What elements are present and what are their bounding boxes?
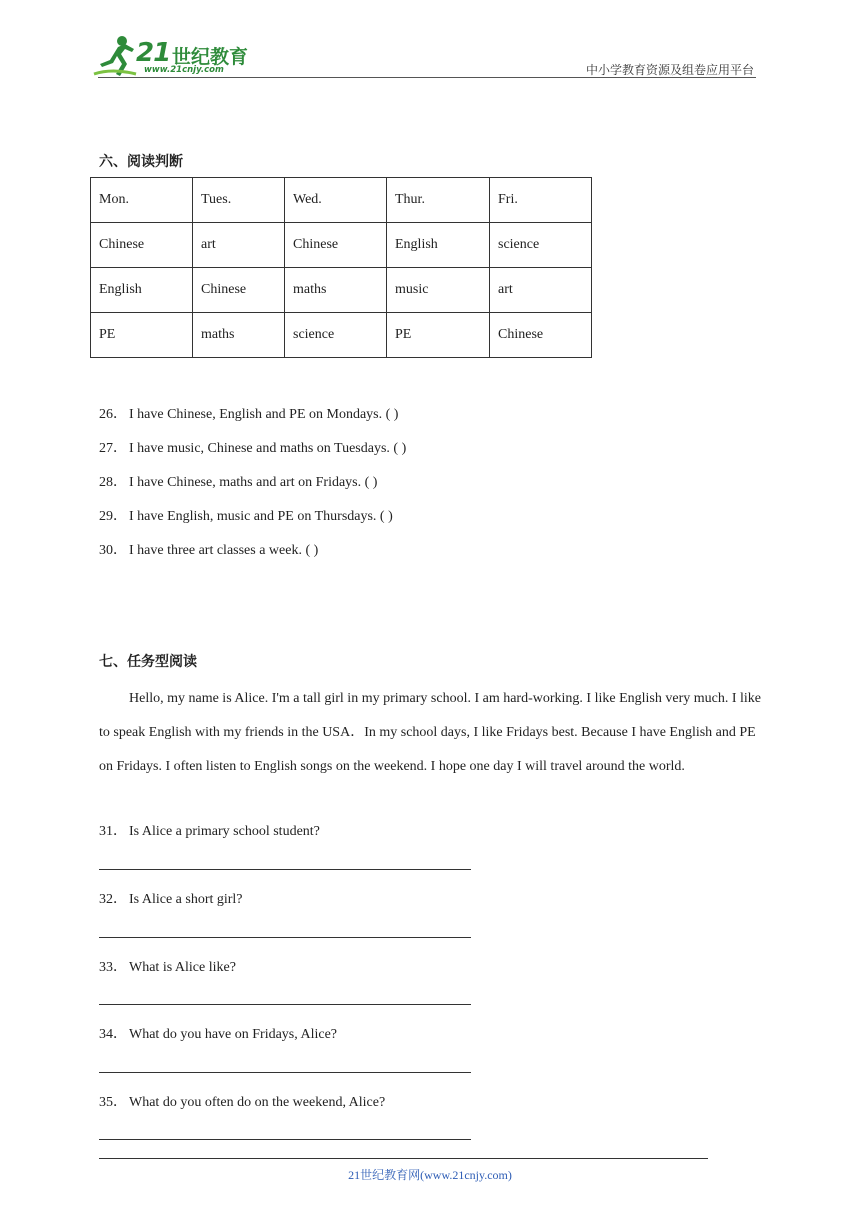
question-number: 31． [99, 824, 127, 839]
question-number: 26． [99, 407, 127, 422]
running-figure-icon [92, 34, 138, 80]
answer-line[interactable] [99, 1139, 471, 1140]
reading-passage: Hello, my name is Alice. I'm a tall girl in my primary school. I am hard-working. I like English very much. I like to speak English with my friends in the USA．In my school days, I like Fridays best. Because I have English and PE on Fridays. I often listen to English songs on the weekend. I hope one day I will travel around the world. [99, 691, 761, 774]
table-cell: Mon. [91, 178, 193, 223]
logo-number: 21 [136, 38, 171, 68]
table-cell: science [490, 223, 592, 268]
table-cell: Chinese [193, 268, 285, 313]
question-text: Is Alice a short girl? [129, 892, 243, 907]
site-logo [92, 34, 272, 82]
table-cell: art [193, 223, 285, 268]
footer-divider [99, 1158, 708, 1159]
table-cell: music [387, 268, 490, 313]
table-cell: maths [193, 313, 285, 358]
question-number: 30． [99, 543, 127, 558]
header-divider [98, 77, 756, 78]
table-cell: English [387, 223, 490, 268]
question-number: 27． [99, 441, 127, 456]
timetable [90, 177, 592, 358]
question-28 [99, 471, 377, 491]
table-cell: Wed. [285, 178, 387, 223]
question-number: 28． [99, 475, 127, 490]
question-number: 32． [99, 892, 127, 907]
question-31 [99, 820, 320, 840]
table-cell: Fri. [490, 178, 592, 223]
answer-line[interactable] [99, 869, 471, 870]
question-29 [99, 505, 393, 525]
table-cell: Thur. [387, 178, 490, 223]
question-text: I have English, music and PE on Thursdays. ( ) [129, 509, 393, 524]
question-34 [99, 1023, 337, 1043]
question-32 [99, 888, 243, 908]
site-name: 中小学教育资源及组卷应用平台 [585, 63, 754, 77]
question-number: 29． [99, 509, 127, 524]
answer-line[interactable] [99, 1072, 471, 1073]
table-cell: Chinese [91, 223, 193, 268]
table-cell: PE [387, 313, 490, 358]
table-cell: maths [285, 268, 387, 313]
question-text: I have Chinese, English and PE on Mondays. ( ) [129, 407, 399, 422]
question-33 [99, 956, 236, 976]
question-text: I have music, Chinese and maths on Tuesdays. ( ) [129, 441, 407, 456]
question-number: 34． [99, 1027, 127, 1042]
table-row [91, 178, 592, 223]
question-number: 35． [99, 1095, 127, 1110]
table-cell: English [91, 268, 193, 313]
answer-line[interactable] [99, 937, 471, 938]
table-cell: Chinese [285, 223, 387, 268]
question-text: What is Alice like? [129, 960, 236, 975]
table-cell: science [285, 313, 387, 358]
logo-chinese-name: 世纪教育 [172, 46, 249, 68]
question-30 [99, 539, 318, 559]
footer-link[interactable]: 21世纪教育网(www.21cnjy.com) [348, 1168, 512, 1182]
table-row [91, 313, 592, 358]
table-row [91, 268, 592, 313]
question-text: What do you have on Fridays, Alice? [129, 1027, 338, 1042]
table-cell: Chinese [490, 313, 592, 358]
section-6-title: 六、阅读判断 [99, 154, 183, 170]
table-cell: PE [91, 313, 193, 358]
question-text: I have Chinese, maths and art on Fridays. ( ) [129, 475, 378, 490]
question-number: 33． [99, 960, 127, 975]
question-26 [99, 403, 398, 423]
question-text: Is Alice a primary school student? [129, 824, 320, 839]
table-row [91, 223, 592, 268]
question-35 [99, 1091, 385, 1111]
answer-line[interactable] [99, 1004, 471, 1005]
question-text: I have three art classes a week. ( ) [129, 543, 319, 558]
section-7-title: 七、任务型阅读 [99, 654, 197, 670]
question-27 [99, 437, 406, 457]
logo-url: www.21cnjy.com [144, 65, 224, 75]
page-header [0, 0, 860, 90]
table-cell: Tues. [193, 178, 285, 223]
table-cell: art [490, 268, 592, 313]
question-text: What do you often do on the weekend, Alice? [129, 1095, 386, 1110]
